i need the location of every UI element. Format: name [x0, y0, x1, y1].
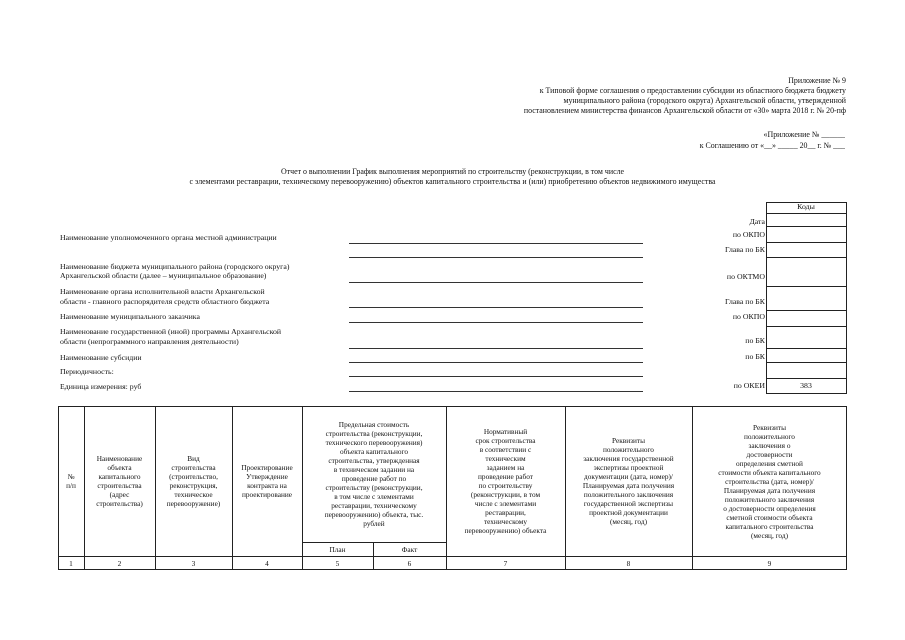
- fill-line-budget-2[interactable]: [349, 282, 643, 283]
- col-number-5: 5: [335, 558, 340, 568]
- fill-line-program[interactable]: [349, 348, 643, 349]
- col-design-header: Проектирование Утверждение контракта на проектирование: [241, 463, 293, 499]
- code-label-date: Дата: [749, 217, 765, 226]
- col-expertise-header: Реквизиты положительного заключения государственной экспертизы проектной документации (дата, номер)/ Планируемая дата получения положительного заключения государственной экспертизы проектной документации (месяц, год): [582, 436, 675, 526]
- col-cost-header: Предельная стоимость строительства (реконструкции, технического перевооружения) объекта капитального строительства, утвержденная в техническом задании на проведение работ по строительству (реконструкции, в том числе с элементами реставрации, техническому перевооружению) объекта, тыс. рублей: [324, 420, 424, 528]
- code-label-glava-2: Глава по БК: [725, 297, 765, 306]
- field-subsidy: Наименование субсидии: [60, 353, 142, 362]
- appendix-line-1: к Типовой форме соглашения о предоставлении субсидии из областного бюджета бюджету: [539, 86, 846, 95]
- field-program-line-2: области (непрограммного направления деятельности): [60, 337, 239, 346]
- code-label-bk-2: по БК: [745, 352, 765, 361]
- field-organ-line-1: Наименование органа исполнительной власти Архангельской: [60, 287, 265, 296]
- code-label-bk-1: по БК: [745, 336, 765, 345]
- field-organ-line-2: области - главного распорядителя средств областного бюджета: [60, 297, 270, 306]
- okei-value: 383: [800, 381, 812, 390]
- code-label-glava-1: Глава по БК: [725, 245, 765, 254]
- fill-line-periodicity[interactable]: [349, 376, 643, 377]
- field-budget-line-1: Наименование бюджета муниципального района (городского округа): [60, 262, 290, 271]
- fill-line-customer[interactable]: [349, 322, 643, 323]
- col-number-8: 8: [626, 558, 631, 568]
- field-periodicity: Периодичность:: [60, 367, 114, 376]
- code-label-okpo-2: по ОКПО: [732, 312, 765, 321]
- field-budget-line-2: Архангельской области (далее – муниципальное образование): [60, 271, 267, 280]
- report-title-line-2: с элементами реставрации, техническому перевооружению) объектов капитального строительства и (или) приобретению объектов недвижимого имущества: [189, 177, 716, 186]
- sub-agreement: к Соглашению от «__» _____ 20__ г. № ___: [699, 141, 845, 150]
- codes-box: [766, 202, 847, 394]
- report-title-line-1: Отчет о выполнении График выполнения мероприятий по строительству (реконструкции, в том числе: [280, 167, 625, 176]
- col-number-2: 2: [117, 558, 122, 568]
- field-authority: Наименование уполномоченного органа местной администрации: [60, 233, 277, 242]
- code-label-oktmo: по ОКТМО: [726, 272, 765, 281]
- fill-line-organ[interactable]: [349, 307, 643, 308]
- col-no-header: № п/п: [66, 472, 76, 490]
- code-label-okpo-1: по ОКПО: [732, 230, 765, 239]
- fill-line-unit[interactable]: [349, 391, 643, 392]
- fill-line-budget-1[interactable]: [349, 257, 643, 258]
- fill-line-authority[interactable]: [349, 243, 643, 244]
- col-name-header: Наименование объекта капитального строительства (адрес строительства): [96, 454, 143, 508]
- code-label-okei: по ОКЕИ: [733, 381, 765, 390]
- sub-appendix: «Приложение № ______: [763, 130, 845, 139]
- fill-line-subsidy[interactable]: [349, 362, 643, 363]
- col-number-4: 4: [265, 558, 269, 568]
- col-fact-header: Факт: [401, 544, 418, 554]
- appendix-line-3: постановлением министерства финансов Архангельской области от «30» марта 2018 г. № 20-пф: [523, 106, 846, 115]
- col-number-7: 7: [503, 558, 508, 568]
- col-number-1: 1: [69, 558, 73, 568]
- field-unit: Единица измерения: руб: [60, 382, 142, 391]
- codes-header: Коды: [797, 202, 815, 211]
- col-number-9: 9: [767, 558, 772, 568]
- col-number-6: 6: [407, 558, 412, 568]
- col-smeta-header: Реквизиты положительного заключения о достоверности определения сметной стоимости объекта капитального строительства (дата, номер)/ Планируемая дата получения положительного заключения о достоверности определения сметной стоимости объекта капитального строительства (месяц, год): [718, 422, 821, 540]
- col-number-3: 3: [191, 558, 196, 568]
- field-program-line-1: Наименование государственной (иной) программы Архангельской: [60, 327, 282, 336]
- col-plan-header: План: [329, 544, 346, 554]
- field-customer: Наименование муниципального заказчика: [60, 312, 200, 321]
- appendix-line-2: муниципального района (городского округа) Архангельской области, утвержденной: [563, 96, 846, 105]
- appendix-title: Приложение № 9: [788, 76, 846, 85]
- col-type-header: Вид строительства (строительство, реконструкция, техническое перевооружение): [166, 454, 221, 508]
- col-term-header: Нормативный срок строительства в соответствии с техническим заданием на проведение работ по строительству (реконструкции, в том числе с элементами реставрации, техническому перевооружению) объекта: [464, 427, 547, 535]
